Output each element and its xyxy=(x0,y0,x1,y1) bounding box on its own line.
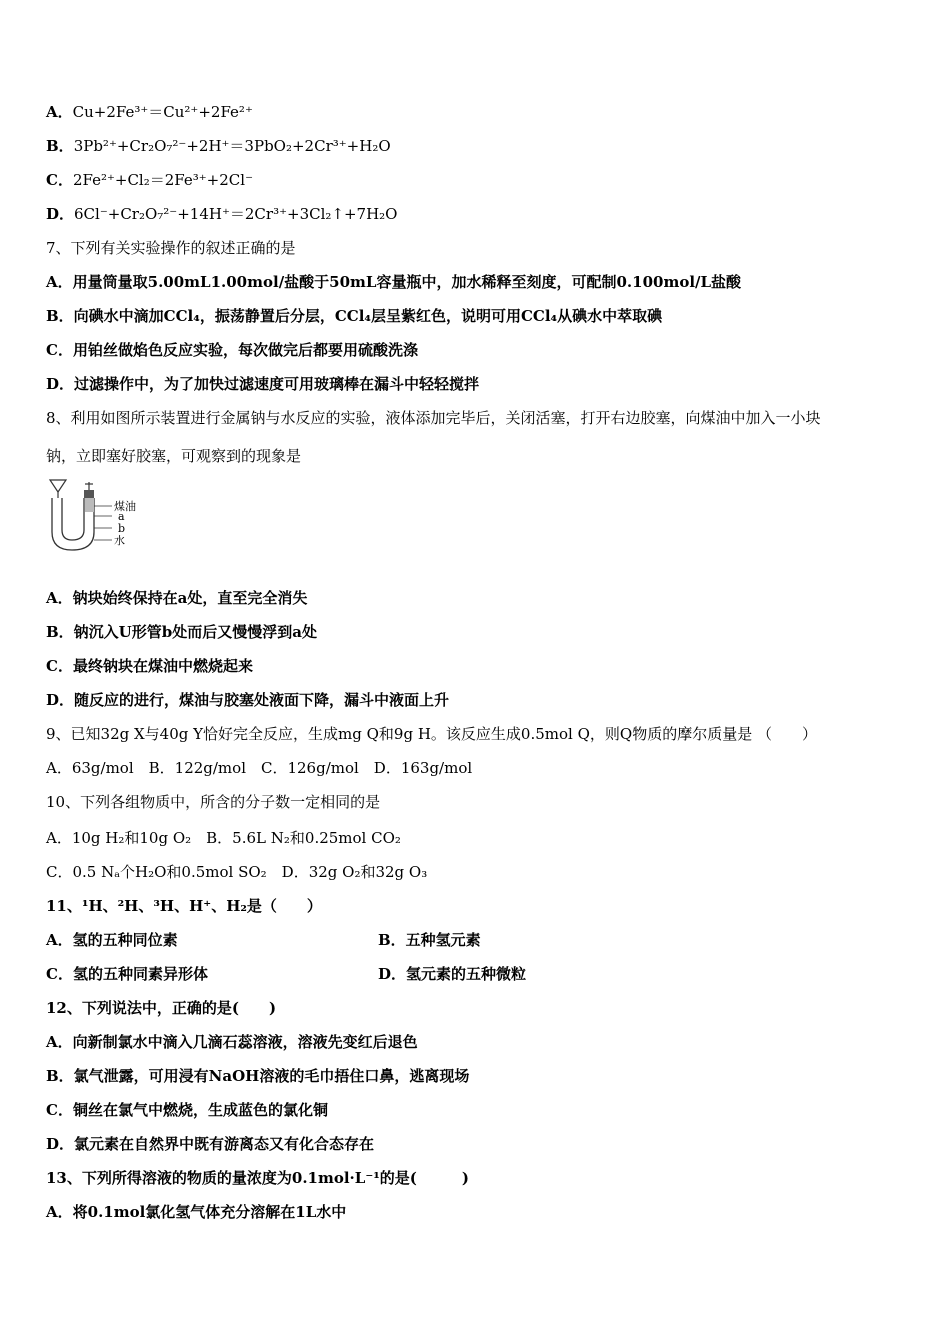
label-b: b xyxy=(118,522,126,535)
q8-option-d: D．随反应的进行，煤油与胶塞处液面下降，漏斗中液面上升 xyxy=(46,691,450,709)
q7-option-c: C．用铂丝做焰色反应实验，每次做完后都要用硫酸洗涤 xyxy=(46,341,418,359)
q9-options: A．63g/mol B．122g/mol C．126g/mol D．163g/mol xyxy=(46,759,473,777)
q9-stem: 9、已知32g X与40g Y恰好完全反应，生成mg Q和9g H。该反应生成0.5mol Q，则Q物质的摩尔质量是 （ ） xyxy=(46,725,817,743)
q12-stem: 12、下列说法中，正确的是( ) xyxy=(46,999,277,1017)
label-kerosene: 煤油 xyxy=(114,500,136,513)
q10-stem: 10、下列各组物质中，所含的分子数一定相同的是 xyxy=(46,793,381,811)
q12-option-a: A．向新制氯水中滴入几滴石蕊溶液，溶液先变红后退色 xyxy=(46,1033,418,1051)
q10-options-ab: A．10g H₂和10g O₂ B．5.6L N₂和0.25mol CO₂ xyxy=(46,829,401,847)
q12-option-d: D．氯元素在自然界中既有游离态又有化合态存在 xyxy=(46,1135,375,1153)
q8-stem-line2: 钠，立即塞好胶塞，可观察到的现象是 xyxy=(46,447,302,465)
q7-option-a: A．用量筒量取5.00mL1.00mol/盐酸于50mL容量瓶中，加水稀释至刻度，可配制0.100mol/L盐酸 xyxy=(46,273,742,291)
q11-option-c: C．氢的五种同素异形体 xyxy=(46,965,208,983)
q8-option-c: C．最终钠块在煤油中燃烧起来 xyxy=(46,657,253,675)
q6-option-c: C．2Fe²⁺+Cl₂＝2Fe³⁺+2Cl⁻ xyxy=(46,171,253,189)
q12-option-c: C．铜丝在氯气中燃烧，生成蓝色的氯化铜 xyxy=(46,1101,328,1119)
q11-stem: 11、¹H、²H、³H、H⁺、H₂是（ ） xyxy=(46,897,322,915)
q6-option-d: D．6Cl⁻+Cr₂O₇²⁻+14H⁺＝2Cr³⁺+3Cl₂↑+7H₂O xyxy=(46,205,398,223)
q11-option-b: B．五种氢元素 xyxy=(378,931,481,949)
q11-option-d: D．氢元素的五种微粒 xyxy=(378,965,527,983)
q7-option-b: B．向碘水中滴加CCl₄，振荡静置后分层，CCl₄层呈紫红色，说明可用CCl₄从碘水中萃取碘 xyxy=(46,307,663,325)
q7-stem: 7、下列有关实验操作的叙述正确的是 xyxy=(46,239,296,257)
u-tube-apparatus-figure xyxy=(40,476,150,556)
q8-option-a: A．钠块始终保持在a处，直至完全消失 xyxy=(46,589,308,607)
q13-stem: 13、下列所得溶液的物质的量浓度为0.1mol·L⁻¹的是( ) xyxy=(46,1169,469,1187)
q10-options-cd: C．0.5 Nₐ个H₂O和0.5mol SO₂ D．32g O₂和32g O₃ xyxy=(46,863,428,881)
q6-option-a: A．Cu+2Fe³⁺＝Cu²⁺+2Fe²⁺ xyxy=(46,103,253,121)
q13-option-a: A．将0.1mol氯化氢气体充分溶解在1L水中 xyxy=(46,1203,347,1221)
q7-option-d: D．过滤操作中，为了加快过滤速度可用玻璃棒在漏斗中轻轻搅拌 xyxy=(46,375,480,393)
q6-option-b: B．3Pb²⁺+Cr₂O₇²⁻+2H⁺＝3PbO₂+2Cr³⁺+H₂O xyxy=(46,137,391,155)
q11-option-a: A．氢的五种同位素 xyxy=(46,931,178,949)
q12-option-b: B．氯气泄露，可用浸有NaOH溶液的毛巾捂住口鼻，逃离现场 xyxy=(46,1067,470,1085)
label-a: a xyxy=(118,510,125,523)
q8-stem-line1: 8、利用如图所示装置进行金属钠与水反应的实验，液体添加完毕后，关闭活塞，打开右边胶塞，向煤油中加入一小块 xyxy=(46,409,821,427)
q8-option-b: B．钠沉入U形管b处而后又慢慢浮到a处 xyxy=(46,623,317,641)
label-water: 水 xyxy=(114,534,125,547)
